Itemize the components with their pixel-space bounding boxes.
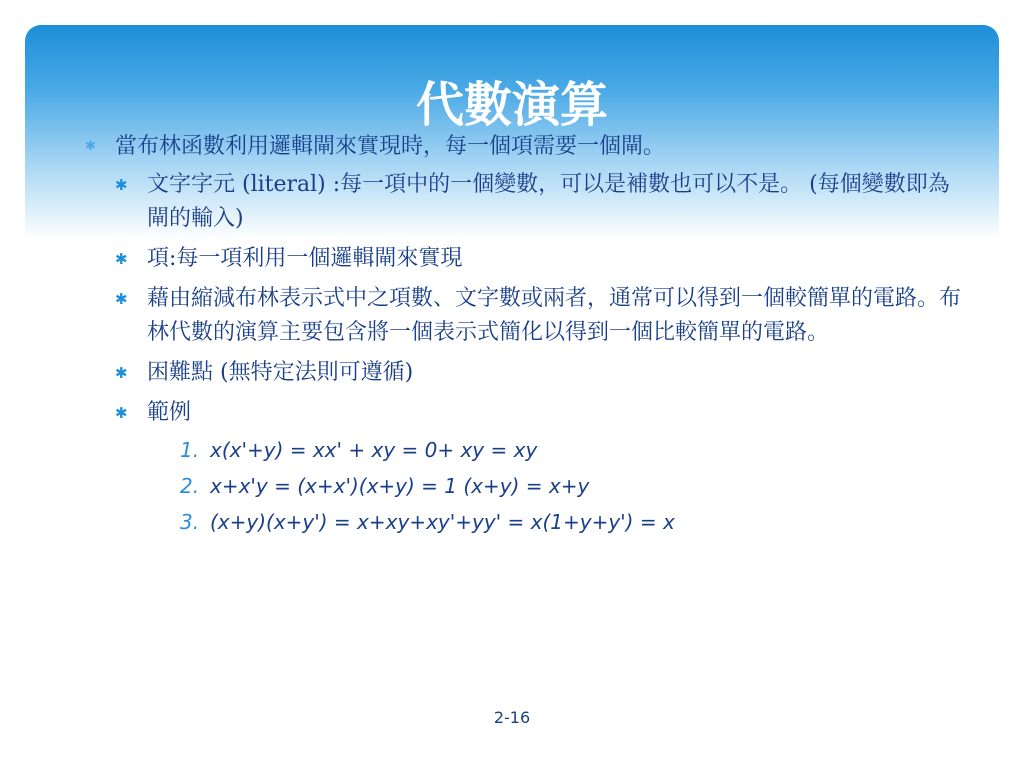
example-number: 3. <box>180 510 200 534</box>
bullet-text: 困難點 (無特定法則可遵循) <box>147 360 414 385</box>
top-bullet <box>75 130 965 164</box>
bullet-item <box>75 168 965 236</box>
bullet-marker-icon: ✱ <box>115 176 128 194</box>
bullet-marker-icon: ✱ <box>115 404 128 422</box>
slide-content <box>75 130 965 544</box>
bullet-item <box>75 282 965 350</box>
example-equation: x+x'y = (x+x')(x+y) = 1 (x+y) = x+y <box>210 474 590 498</box>
example-number: 2. <box>180 474 200 498</box>
example-list <box>75 436 965 536</box>
top-bullet-text: 當布林函數利用邏輯閘來實現時，每一個項需要一個閘。 <box>115 134 666 159</box>
bullet-text: 範例 <box>147 400 192 425</box>
example-number: 1. <box>180 438 200 462</box>
bullet-item <box>75 396 965 430</box>
example-equation: x(x'+y) = xx' + xy = 0+ xy = xy <box>210 438 538 462</box>
bullet-text: 藉由縮減布林表示式中之項數、文字數或兩者，通常可以得到一個較簡單的電路。布林代數的演算主要包含將一個表示式簡化以得到一個比較簡單的電路。 <box>147 286 962 345</box>
bullet-text: 項:每一項利用一個邏輯閘來實現 <box>147 246 463 271</box>
bullet-marker-icon: ✱ <box>85 139 96 154</box>
bullet-item <box>75 356 965 390</box>
example-item <box>75 508 965 536</box>
bullet-marker-icon: ✱ <box>115 250 128 268</box>
bullet-text: 文字字元 (literal) :每一項中的一個變數，可以是補數也可以不是。 (每個變數即為閘的輸入) <box>147 172 950 231</box>
bullet-list <box>75 168 965 430</box>
bullet-item <box>75 242 965 276</box>
bullet-marker-icon: ✱ <box>115 290 128 308</box>
example-equation: (x+y)(x+y') = x+xy+xy'+yy' = x(1+y+y') = x <box>210 510 675 534</box>
slide-title: 代數演算 <box>415 77 608 133</box>
example-item <box>75 472 965 500</box>
bullet-marker-icon: ✱ <box>115 364 128 382</box>
example-item <box>75 436 965 464</box>
page-number: 2-16 <box>493 708 531 727</box>
